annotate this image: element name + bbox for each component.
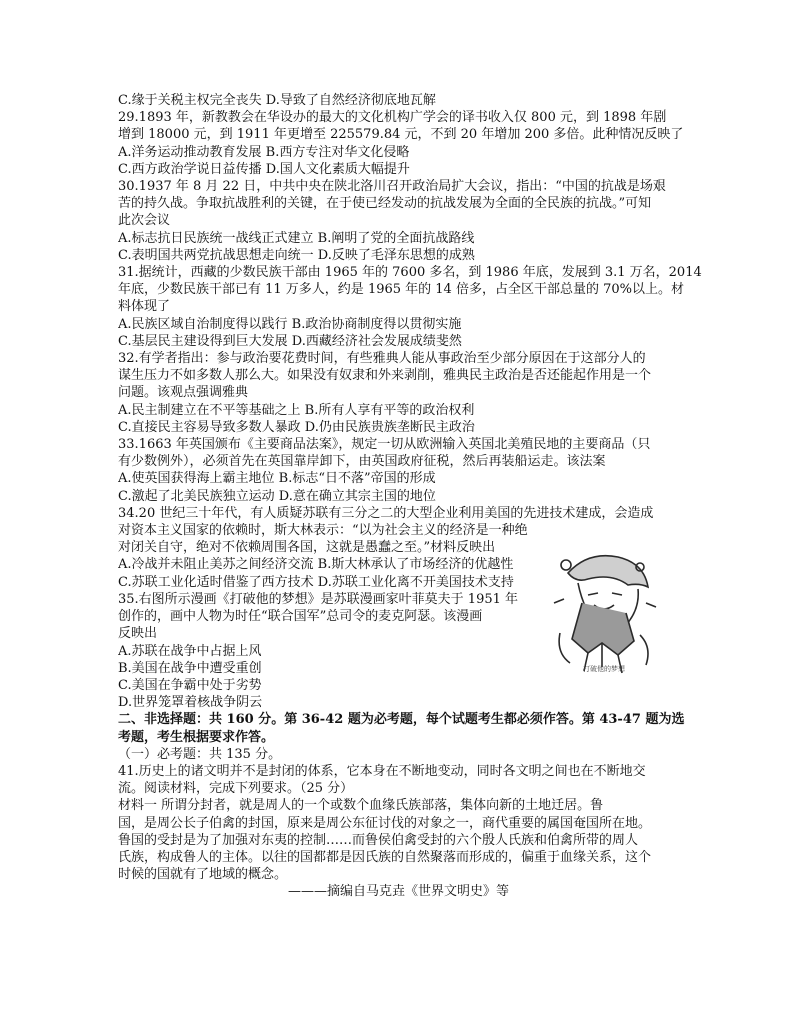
text-line: A.民主制建立在不平等基础之上 B.所有人享有平等的政治权利 <box>118 402 475 418</box>
text-line: C.直接民主容易导致多数人暴政 D.仍由民族贵族垄断民主政治 <box>118 419 475 435</box>
text-line: 有少数例外），必须首先在英国靠岸卸下，由英国政府征税，然后再装船运走。该法案 <box>118 454 606 470</box>
text-line: 30.1937 年 8 月 22 日，中共中央在陕北洛川召开政治局扩大会议，指出：“中国的抗战是场艰 <box>118 179 666 195</box>
text-line: （一）必考题：共 135 分。 <box>118 746 282 762</box>
text-line: 鲁国的受封是为了加强对东夷的控制……而鲁侯伯禽受封的六个殷人氏族和伯禽所带的周人 <box>118 832 639 848</box>
text-line: A.民族区域自治制度得以践行 B.政治协商制度得以贯彻实施 <box>118 316 462 332</box>
text-line: A.标志抗日民族统一战线正式建立 B.阐明了党的全面抗战路线 <box>118 230 475 246</box>
text-line: 料体现了 <box>118 299 171 315</box>
text-line: 创作的，画中人物为时任“联合国军”总司令的麦克阿瑟。该漫画 <box>118 609 483 625</box>
text-line: 流。阅读材料，完成下列要求。（25 分） <box>118 781 354 797</box>
text-line: A.使英国获得海上霸主地位 B.标志“日不落”帝国的形成 <box>118 471 436 487</box>
text-line: C.西方政治学说日益传播 D.国人文化素质大幅提升 <box>118 161 410 177</box>
text-line: C.美国在争霸中处于劣势 <box>118 677 262 693</box>
text-line: 对闭关自守，绝对不依赖周围各国，这就是愚蠢之至。”材料反映出 <box>118 540 496 556</box>
text-line: 国，是周公长子伯禽的封国，原来是周公东征讨伐的对象之一，商代重要的属国奄国所在地。 <box>118 815 652 831</box>
text-line: 此次会议 <box>118 213 171 229</box>
text-line: 增到 18000 元，到 1911 年更增至 225579.84 元，不到 20 年增加 200 多倍。此种情况反映了 <box>118 127 684 143</box>
text-line: C.基层民主建设得到巨大发展 D.西藏经济社会发展成绩斐然 <box>118 333 462 349</box>
text-line: 时候的国就有了地域的概念。 <box>118 867 288 883</box>
text-line: 34.20 世纪三十年代，有人质疑苏联有三分之二的大型企业利用美国的先进技术建成，会造成 <box>118 505 654 521</box>
text-line: 29.1893 年，新教教会在华设办的最大的文化机构广学会的译书收入仅 800 元，到 1898 年剧 <box>118 110 667 126</box>
text-line: 二、非选择题：共 160 分。第 36-42 题为必考题，每个试题考生都必须作答。第 43-47 题为选 <box>118 712 685 728</box>
text-line: 31.据统计，西藏的少数民族干部由 1965 年的 7600 多名，到 1986 年底，发展到 3.1 万名，2014 <box>118 265 702 281</box>
text-line: 氏族，构成鲁人的主体。以往的国都都是因氏族的自然聚落而形成的，偏重于血缘关系，这个 <box>118 849 652 865</box>
text-line: C.表明国共两党抗战思想走向统一 D.反映了毛泽东思想的成熟 <box>118 247 475 263</box>
text-line: 材料一 所谓分封者，就是周人的一个或数个血缘氏族部落，集体向新的土地迁居。鲁 <box>118 798 604 814</box>
text-line: 33.1663 年英国颁布《主要商品法案》，规定一切从欧洲输入英国北美殖民地的主要商品（只 <box>118 437 651 453</box>
cartoon-caption: 打破他的梦想 <box>583 665 625 673</box>
text-line: B.美国在战争中遭受重创 <box>118 660 262 676</box>
text-line: 35.右图所示漫画《打破他的梦想》是苏联漫画家叶菲莫夫于 1951 年 <box>118 591 519 607</box>
text-line: A.洋务运动推动教育发展 B.西方专注对华文化侵略 <box>118 144 410 160</box>
text-line: C.激起了北美民族独立运动 D.意在确立其宗主国的地位 <box>118 488 436 504</box>
text-line: C.缘于关税主权完全丧失 D.导致了自然经济彻底地瓦解 <box>118 93 436 108</box>
text-line: 年底，少数民族干部已有 11 万多人，约是 1965 年的 14 倍多，占全区干部总量的 70%以上。材 <box>118 282 684 298</box>
text-line: 32.有学者指出：参与政治要花费时间，有些雅典人能从事政治至少部分原因在于这部分人的 <box>118 351 646 367</box>
text-line: 谋生压力不如多数人那么大。如果没有奴隶和外来剥削，雅典民主政治是否还能起作用是一个 <box>118 368 652 384</box>
text-line: 对资本主义国家的依赖时，斯大林表示：“以为社会主义的经济是一种绝 <box>118 523 528 539</box>
text-line: A.苏联在战争中占据上风 <box>118 643 262 659</box>
text-line: A.冷战并未阻止美苏之间经济交流 B.斯大林承认了市场经济的优越性 <box>118 557 514 573</box>
cartoon-illustration <box>548 543 660 683</box>
text-line: 41.历史上的诸文明并不是封闭的体系，它本身在不断地变动，同时各文明之间也在不断地交 <box>118 763 646 779</box>
question-text-body <box>118 92 706 901</box>
source-citation: ———摘编自马克垚《世界文明史》等 <box>288 884 510 900</box>
text-line: D.世界笼罩着核战争阴云 <box>118 695 263 711</box>
text-line: 问题。该观点强调雅典 <box>118 385 249 401</box>
text-line: 反映出 <box>118 626 158 642</box>
text-line: C.苏联工业化适时借鉴了西方技术 D.苏联工业化离不开美国技术支持 <box>118 574 514 590</box>
text-line: 考题，考生根据要求作答。 <box>118 729 275 745</box>
text-line: 苦的持久战。争取抗战胜利的关键，在于使已经发动的抗战发展为全面的全民族的抗战。”可知 <box>118 196 652 212</box>
